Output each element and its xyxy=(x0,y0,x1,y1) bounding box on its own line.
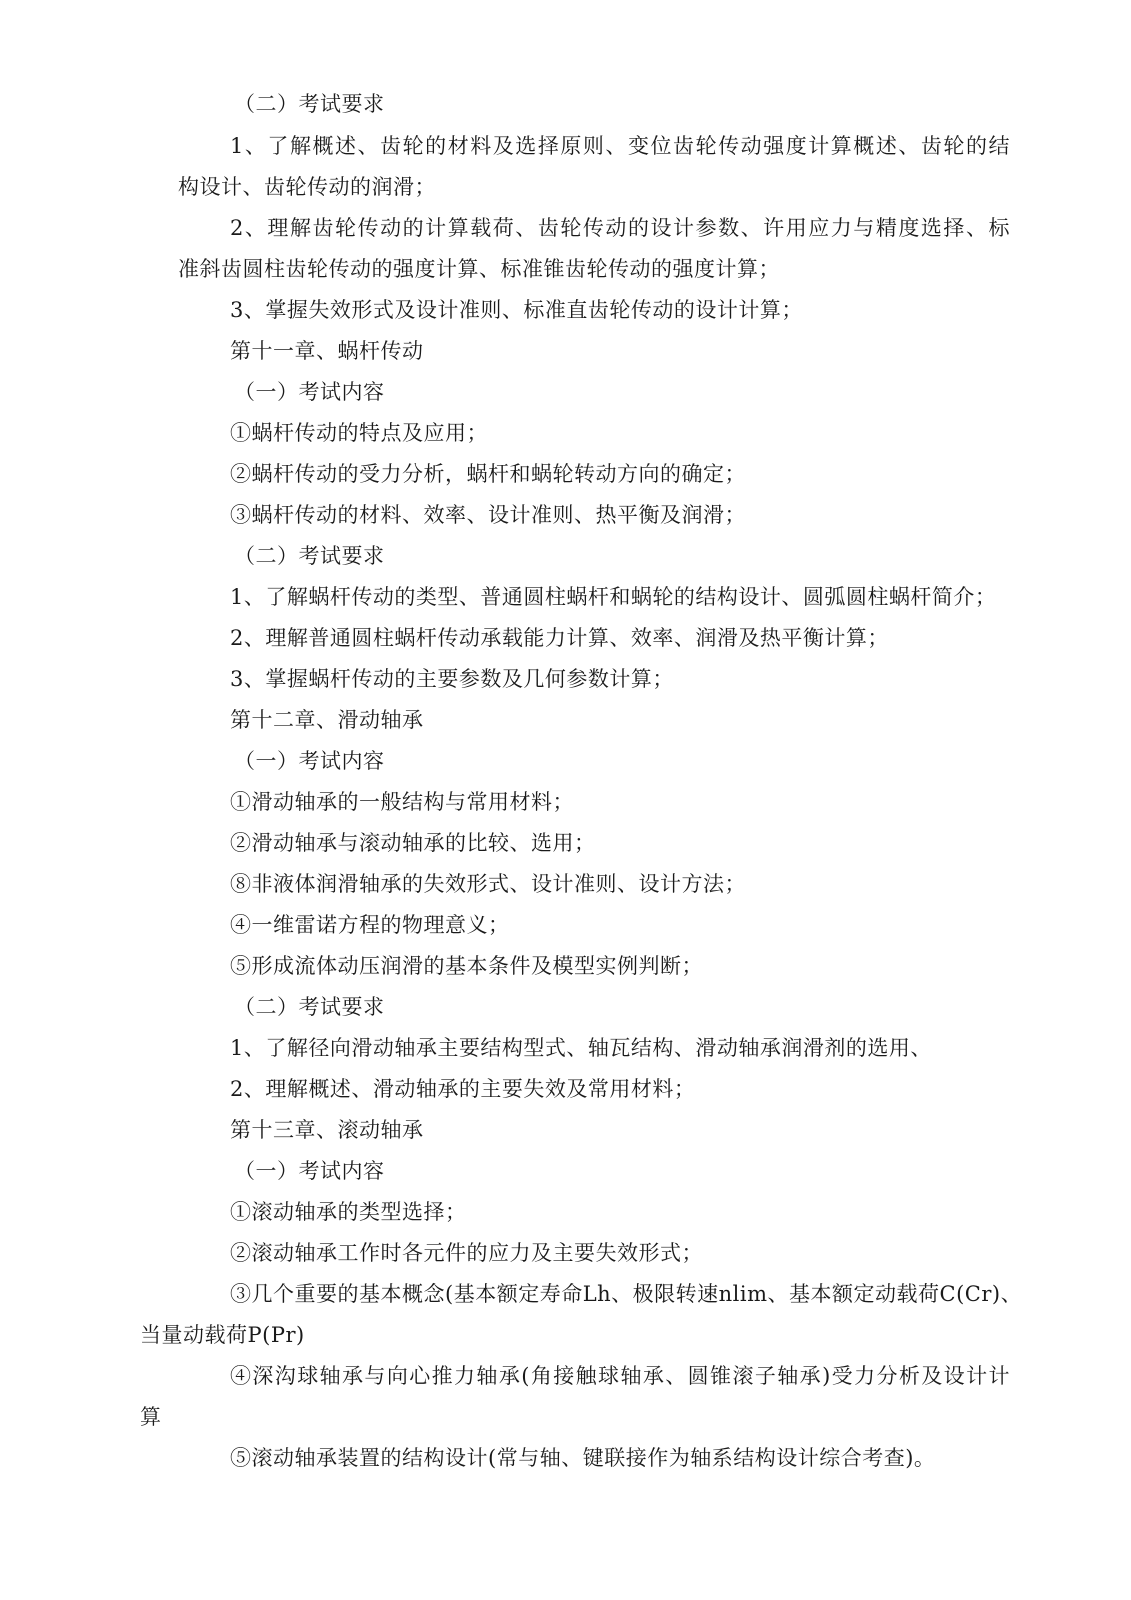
section-heading-content: （一）考试内容 xyxy=(234,380,385,404)
section-heading-content: （一）考试内容 xyxy=(234,749,385,773)
text-line: ④一维雷诺方程的物理意义； xyxy=(230,913,510,937)
section-heading-requirements: （二）考试要求 xyxy=(234,92,385,116)
text-line: ③几个重要的基本概念(基本额定寿命Lh、极限转速nlim、基本额定动载荷C(Cr)、 xyxy=(230,1282,1023,1306)
text-line: 算 xyxy=(140,1405,162,1429)
text-line: 2、理解概述、滑动轴承的主要失效及常用材料； xyxy=(230,1077,696,1101)
text-line: 1、了解概述、齿轮的材料及选择原则、变位齿轮传动强度计算概述、齿轮的结 xyxy=(230,134,1010,158)
text-line: ②蜗杆传动的受力分析，蜗杆和蜗轮转动方向的确定； xyxy=(230,462,746,486)
text-line: ①蜗杆传动的特点及应用； xyxy=(230,421,488,445)
section-heading-requirements: （二）考试要求 xyxy=(234,544,385,568)
text-line: ①滚动轴承的类型选择； xyxy=(230,1200,467,1224)
text-line: 构设计、齿轮传动的润滑； xyxy=(178,175,436,199)
text-line: ④深沟球轴承与向心推力轴承(角接触球轴承、圆锥滚子轴承)受力分析及设计计 xyxy=(230,1364,1010,1388)
chapter-heading: 第十一章、蜗杆传动 xyxy=(230,339,424,363)
text-line: ①滑动轴承的一般结构与常用材料； xyxy=(230,790,574,814)
text-line: 1、了解径向滑动轴承主要结构型式、轴瓦结构、滑动轴承润滑剂的选用、 xyxy=(230,1036,932,1060)
chapter-heading: 第十三章、滚动轴承 xyxy=(230,1118,424,1142)
text-line: ②滑动轴承与滚动轴承的比较、选用； xyxy=(230,831,596,855)
text-line: 2、理解齿轮传动的计算载荷、齿轮传动的设计参数、许用应力与精度选择、标 xyxy=(230,216,1010,240)
text-line: 当量动载荷P(Pr) xyxy=(140,1323,305,1347)
text-line: ⑤滚动轴承装置的结构设计(常与轴、键联接作为轴系结构设计综合考查)。 xyxy=(230,1446,936,1470)
text-line: 准斜齿圆柱齿轮传动的强度计算、标准锥齿轮传动的强度计算； xyxy=(178,257,780,281)
text-line: ③蜗杆传动的材料、效率、设计准则、热平衡及润滑； xyxy=(230,503,746,527)
text-line: 1、了解蜗杆传动的类型、普通圆柱蜗杆和蜗轮的结构设计、圆弧圆柱蜗杆简介； xyxy=(230,585,997,609)
text-line: 3、掌握失效形式及设计准则、标准直齿轮传动的设计计算； xyxy=(230,298,803,322)
section-heading-requirements: （二）考试要求 xyxy=(234,995,385,1019)
text-line: ②滚动轴承工作时各元件的应力及主要失效形式； xyxy=(230,1241,703,1265)
text-line: 3、掌握蜗杆传动的主要参数及几何参数计算； xyxy=(230,667,674,691)
chapter-heading: 第十二章、滑动轴承 xyxy=(230,708,424,732)
section-heading-content: （一）考试内容 xyxy=(234,1159,385,1183)
text-line: ⑤形成流体动压润滑的基本条件及模型实例判断； xyxy=(230,954,703,978)
text-line: ⑧非液体润滑轴承的失效形式、设计准则、设计方法； xyxy=(230,872,746,896)
text-line: 2、理解普通圆柱蜗杆传动承载能力计算、效率、润滑及热平衡计算； xyxy=(230,626,889,650)
